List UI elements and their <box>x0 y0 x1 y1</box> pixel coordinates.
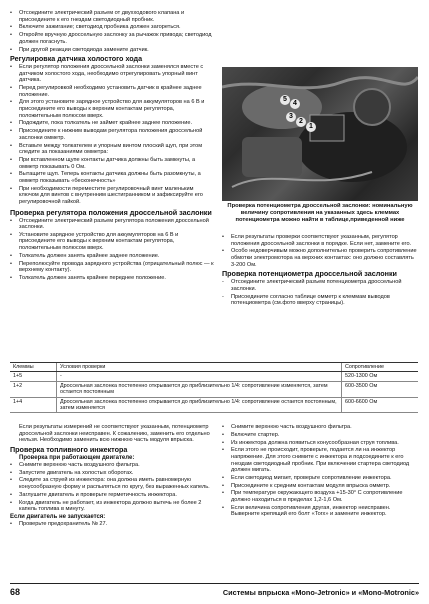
list-item-text: Установите зарядное устройство для аккумуляторов на 6 В и присоедините его выводы к верхним контактам регулятора, положительным полюсом вверх. <box>19 231 179 252</box>
bullet-marker: • <box>10 520 12 527</box>
table-row <box>10 372 418 381</box>
cell-conditions: Дроссельная заслонка постепенно открывается до приблизительно 1/4: сопротивление изменяется, затем остается постоянным <box>57 381 342 397</box>
bullet-marker: • <box>10 24 12 31</box>
list-item <box>222 475 418 482</box>
list-item-text: Если регулятор положения дроссельной заслонки заменялся вместе с датчиком холостого хода, необходимо отрегулировать упорный винт датчика. <box>19 64 204 84</box>
table-row <box>10 381 418 397</box>
bullet-marker: • <box>10 231 12 238</box>
list-item <box>10 521 214 528</box>
table-row <box>10 397 418 413</box>
list-item-text: Включите стартер. <box>231 431 280 438</box>
left-column-top <box>10 10 214 283</box>
list-item <box>222 505 418 518</box>
cell-resistance: 600-6600 Ом <box>342 397 419 413</box>
resistance-table <box>10 362 418 413</box>
list-item <box>10 492 214 499</box>
list-item-text: Откройте вручную дроссельную заслонку за рычажок привода; светодиод должен погаснуть. <box>19 32 212 45</box>
cell-terminals: 1+5 <box>10 372 57 381</box>
list-item <box>10 10 214 23</box>
list-item-text: Вставьте между толкателем и упорным винтом плоский щуп, при этом следите за показаниями омметра: <box>19 142 203 156</box>
list-item <box>10 261 214 274</box>
bullet-marker: • <box>222 482 224 489</box>
cell-conditions: - <box>57 372 342 381</box>
list-item <box>10 275 214 282</box>
list-item-text: При вставленном щупе контакты датчика должны быть замкнуты, а омметр показывать 0 Ом. <box>19 156 196 170</box>
list-item-text: Если светодиод мигает, проверьте сопротивление инжектора. <box>231 474 392 481</box>
list-item <box>10 32 214 45</box>
header-resistance: Сопротивление <box>342 363 419 372</box>
list-item <box>10 157 214 170</box>
bullet-marker: • <box>10 85 12 92</box>
list-item-text: Подождите, пока толкатель не займет крайнее заднее положение. <box>19 120 193 127</box>
bullet-marker: • <box>222 447 224 454</box>
bullet-marker: • <box>10 185 12 192</box>
bullet-marker: • <box>10 32 12 39</box>
list-item <box>222 432 418 439</box>
footer-title: Системы впрыска «Mono-Jetronic» и «Mono-Motronic» <box>222 588 419 597</box>
list-item-text: Отсоедините электрический разъем потенциометра дроссельной заслонки. <box>231 279 402 292</box>
cell-conditions: Дроссельная заслонка постепенно открывается до приблизительно 1/4: сопротивление остается постоянным, затем изменяется <box>57 397 342 413</box>
terminal-label-2: 2 <box>296 117 306 127</box>
photo-caption: Проверка потенциометра дроссельной заслонки: номинальную величину сопротивления на указанных здесь клеммах потенциометра можно найти в таблице,приведенной ниже <box>227 203 413 223</box>
bullet-marker: • <box>10 260 12 267</box>
list-item <box>222 424 418 431</box>
bullet-marker: • <box>222 234 224 240</box>
list-item <box>10 171 214 184</box>
list-item <box>222 234 418 247</box>
list-item <box>10 64 214 84</box>
heading-idle-sensor: Регулировка датчика холостого хода <box>10 54 143 64</box>
engine-photo-drawing <box>222 67 418 201</box>
list-item-text: Для этого установите зарядное устройство для аккумуляторов на 6 В и присоедините его выводы к верхним контактам регулятора, положительным полюсом вверх. <box>19 99 205 119</box>
list-item <box>10 470 214 477</box>
list-item <box>222 483 418 490</box>
heading-injector: Проверка топливного инжектора <box>10 444 128 454</box>
engine-photo <box>222 67 418 201</box>
bullet-marker: • <box>222 490 224 497</box>
bullet-marker: • <box>10 217 12 224</box>
bullet-marker: • <box>10 10 12 16</box>
dash-marker: - <box>222 293 224 300</box>
heading-throttle-regulator: Проверка регулятора положения дроссельной заслонки <box>10 207 212 217</box>
terminal-label-1: 1 <box>306 122 316 132</box>
list-item-text: Заглушите двигатель и проверьте герметичность инжектора. <box>19 491 177 498</box>
list-item <box>10 128 214 141</box>
terminal-label-4: 4 <box>290 99 300 109</box>
list-item-text: Если этого не происходит, проверьте, подается ли на инжектор напряжение. Для этого снимите с инжектора и подсоедините к его гнездам светодиодный пробник. При включении стартера светодиод должен мигать. <box>231 447 410 474</box>
list-item-text: Вытащите щуп. Теперь контакты датчика должны быть разомкнуты, а омметр показывать «бесконечность» <box>19 171 201 184</box>
list-item-text: Толкатель должен занять крайнее переднее положение. <box>19 275 166 281</box>
list-item <box>222 447 418 473</box>
table-header-row <box>10 363 418 372</box>
bullet-marker: • <box>222 431 224 438</box>
bullet-marker: • <box>10 46 12 53</box>
subheading-running: Проверка при работающем двигателе: <box>19 454 135 461</box>
list-item-text: Перед регулировкой необходимо установить датчик в крайнее заднее положение. <box>19 85 202 98</box>
list-item-text: Присоедините к нижним выводам регулятора положения дроссельной заслонки омметр. <box>19 128 203 141</box>
terminal-label-5: 5 <box>280 95 290 105</box>
list-item <box>10 232 214 252</box>
list-item-text: Отсоедините электрический разъем от двухходового клапана и присоедините к его гнездам светодиодный пробник. <box>19 10 185 23</box>
list-item <box>222 294 418 307</box>
list-item-text: Снимите верхнюю часть воздушного фильтра. <box>19 461 140 468</box>
list-item <box>10 120 214 127</box>
bullet-marker: • <box>10 128 12 135</box>
list-item-text: Из инжектора должна появиться конусообразная струя топлива. <box>231 439 399 446</box>
cell-terminals: 1+2 <box>10 381 57 397</box>
list-item <box>10 500 214 513</box>
list-item-text: При температуре окружающего воздуха +15-30° С сопротивление должно находиться в пределах 1,2-1,6 Ом. <box>231 490 403 504</box>
right-column-bottom <box>222 424 418 519</box>
bullet-marker: • <box>10 275 12 281</box>
heading-potentiometer: Проверка потенциометра дроссельной заслонки <box>222 269 397 279</box>
list-item <box>10 477 214 490</box>
list-item <box>10 24 214 31</box>
list-item-text: Если результаты проверки соответствуют указанным, регулятор положения дроссельной заслонки в порядке. Если нет, замените его. <box>231 234 412 247</box>
list-item <box>10 462 214 469</box>
bullet-marker: • <box>10 477 12 484</box>
bullet-marker: • <box>10 171 12 178</box>
left-column-bottom <box>10 424 214 529</box>
list-item-text: Включите зажигание; светодиод пробника должен загореться. <box>19 24 181 31</box>
bullet-marker: • <box>10 491 12 498</box>
paragraph-intro: Если результаты измерений не соответствуют указанным, потенциометр дроссельной заслонки неисправен. К сожалению, заменить его отдельно нельзя. Необходимо заменить всю нижнюю часть модуля впрыска. <box>19 424 210 444</box>
list-item-text: Толкатель должен занять крайнее заднее положение. <box>19 252 160 259</box>
list-item <box>10 143 214 156</box>
bullet-marker: • <box>222 474 224 481</box>
list-item-text: Следите за струей из инжектора: она должна иметь равномерную конусообразную форму и распыляться по кругу, без выраженных капель. <box>19 477 210 490</box>
bullet-marker: • <box>10 461 12 468</box>
list-item-text: Проверьте предохранитель № 27. <box>19 520 108 527</box>
bullet-marker: • <box>10 120 12 127</box>
list-item <box>222 440 418 447</box>
list-item-text: При другой реакции светодиода замените датчик. <box>19 46 149 53</box>
bullet-marker: • <box>10 469 12 476</box>
terminal-label-3: 3 <box>286 112 296 122</box>
list-item <box>10 218 214 231</box>
list-item <box>10 85 214 98</box>
list-item <box>10 99 214 119</box>
right-column-mid <box>222 234 418 308</box>
bullet-marker: • <box>10 156 12 163</box>
bullet-marker: • <box>10 64 12 71</box>
bullet-marker: • <box>10 252 12 259</box>
list-item <box>222 279 418 292</box>
list-item-text: При необходимости переместите регулировочный винт маленьким ключом для винтов с внутренним шестигранником и зафиксируйте его регулировочной гайкой. <box>19 185 203 205</box>
list-item-text: Если величина сопротивления другая, инжектор неисправен. Выверните крепящий его болт «Torx» и замените инжектор. <box>231 504 391 518</box>
list-item-text: Присоедините согласно таблице омметр к клеммам выводов потенциометра (см.фото вверху страницы). <box>231 293 390 307</box>
cell-resistance: 600-3500 Ом <box>342 381 419 397</box>
list-item <box>10 186 214 206</box>
list-item-text: Когда двигатель не работает, из инжектора должно вытечь не более 2 капель топлива в минуту. <box>19 499 202 513</box>
bullet-marker: • <box>10 499 12 506</box>
list-item <box>10 47 214 54</box>
bullet-marker: • <box>10 142 12 149</box>
dash-marker: - <box>222 279 224 286</box>
list-item <box>222 248 418 268</box>
list-item-text: Отсоедините электрический разъем регулятора положения дроссельной заслонки. <box>19 217 209 231</box>
list-item <box>222 490 418 503</box>
header-terminals: Клеммы <box>10 363 57 372</box>
cell-resistance: 520-1300 Ом <box>342 372 419 381</box>
list-item-text: Запустите двигатель на холостых оборотах. <box>19 469 134 476</box>
bullet-marker: • <box>222 439 224 446</box>
bullet-marker: • <box>222 424 224 430</box>
bullet-marker: • <box>10 99 12 106</box>
bullet-marker: • <box>222 504 224 511</box>
page-number: 68 <box>10 587 21 597</box>
header-conditions: Условия проверки <box>57 363 342 372</box>
list-item-text: Особо недоверчивым можно дополнительно проверить сопротивление обмотки электромотора на верхних контактах: оно должно составлять 3-200 Ом. <box>231 248 417 268</box>
list-item <box>10 253 214 260</box>
list-item-text: Присоедините к средним контактам модуля впрыска омметр. <box>231 482 391 489</box>
subheading-no-start: Если двигатель не запускается: <box>10 513 106 520</box>
bullet-marker: • <box>222 248 224 255</box>
list-item-text: Переполюсуйте провода зарядного устройства (отрицательный полюс — к верхнему контакту). <box>19 260 214 274</box>
cell-terminals: 1+4 <box>10 397 57 413</box>
list-item-text: Снимите верхнюю часть воздушного фильтра. <box>231 424 352 430</box>
page-footer <box>10 583 419 598</box>
